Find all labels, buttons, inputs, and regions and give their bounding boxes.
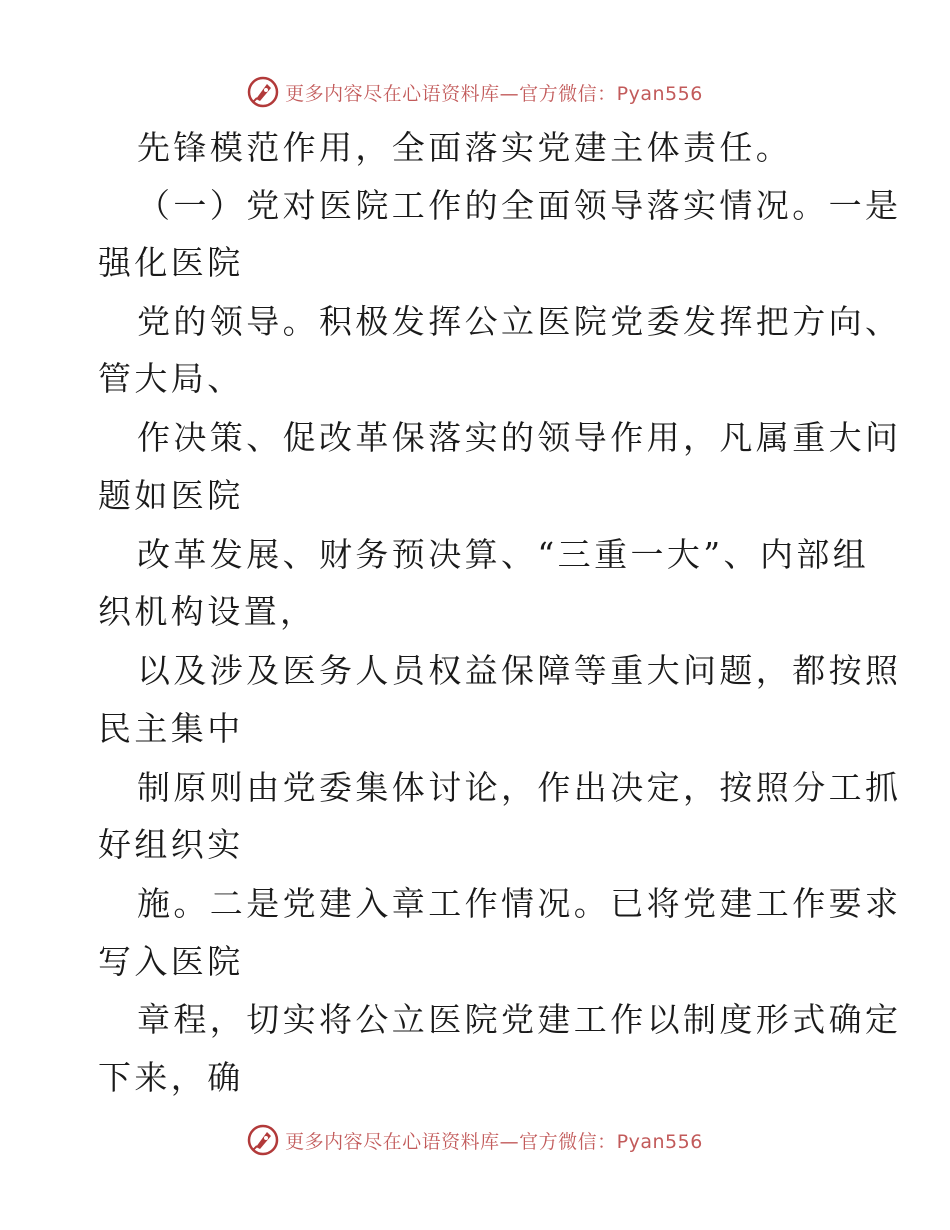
text-line: 下来，确 bbox=[98, 1058, 244, 1097]
text-line: 施。二是党建入章工作情况。已将党建工作要求 bbox=[137, 884, 902, 923]
text-line: 改革发展、财务预决算、“三重一大”、内部组 bbox=[137, 535, 870, 574]
text-line: 管大局、 bbox=[98, 359, 244, 398]
footer-watermark bbox=[0, 1120, 950, 1160]
text-line: （一）党对医院工作的全面领导落实情况。一是 bbox=[137, 186, 902, 225]
watermark-text: 更多内容尽在心语资料库—官方微信：Pyan556 bbox=[285, 82, 703, 105]
header-watermark bbox=[0, 72, 950, 112]
text-line: 章程，切实将公立医院党建工作以制度形式确定 bbox=[137, 1000, 902, 1039]
text-line: 先锋模范作用，全面落实党建主体责任。 bbox=[137, 128, 793, 167]
text-line: 以及涉及医务人员权益保障等重大问题，都按照 bbox=[137, 651, 902, 690]
pen-nib-logo-icon bbox=[247, 1124, 279, 1156]
watermark-text: 更多内容尽在心语资料库—官方微信：Pyan556 bbox=[285, 1130, 703, 1153]
text-line: 制原则由党委集体讨论，作出决定，按照分工抓 bbox=[137, 768, 902, 807]
text-line: 织机构设置， bbox=[98, 592, 317, 631]
text-line: 题如医院 bbox=[98, 476, 244, 515]
pen-nib-logo-icon bbox=[247, 76, 279, 108]
text-line: 作决策、促改革保落实的领导作用，凡属重大问 bbox=[137, 418, 902, 457]
text-line: 写入医院 bbox=[98, 942, 244, 981]
text-line: 强化医院 bbox=[98, 243, 244, 282]
text-line: 党的领导。积极发挥公立医院党委发挥把方向、 bbox=[137, 302, 902, 341]
text-line: 好组织实 bbox=[98, 825, 244, 864]
text-line: 民主集中 bbox=[98, 709, 244, 748]
